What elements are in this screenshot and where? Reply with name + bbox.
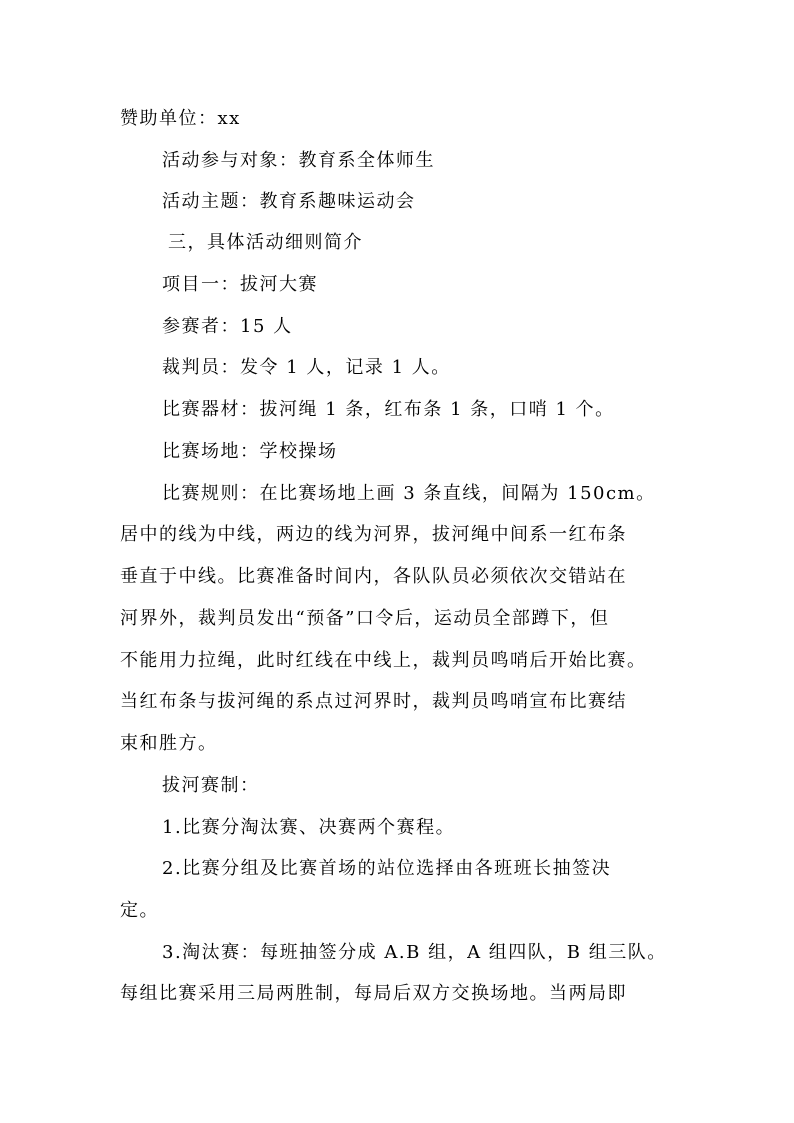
- format-item-2: 2.比赛分组及比赛首场的站位选择由各班班长抽签决: [162, 858, 612, 879]
- rules-line: 比赛规则：在比赛场地上画 3 条直线，间隔为 150cm。: [162, 483, 656, 504]
- equipment-line: 比赛器材：拔河绳 1 条，红布条 1 条，口哨 1 个。: [162, 399, 615, 420]
- venue-line: 比赛场地：学校操场: [162, 441, 338, 462]
- rules-text-line: 河界外，裁判员发出“预备”口令后，运动员全部蹲下，但: [120, 608, 610, 629]
- sponsor-line: 赞助单位：xx: [120, 108, 241, 129]
- theme-line: 活动主题：教育系趣味运动会: [162, 191, 416, 212]
- format-item-3-cont: 每组比赛采用三局两胜制，每局后双方交换场地。当两局即: [120, 983, 627, 1004]
- format-item-2-cont: 定。: [120, 900, 159, 921]
- format-item-3: 3.淘汰赛：每班抽签分成 A.B 组，A 组四队，B 组三队。: [162, 942, 667, 963]
- project-line: 项目一：拔河大赛: [162, 274, 318, 295]
- rules-text-line: 不能用力拉绳，此时红线在中线上，裁判员鸣哨后开始比赛。: [120, 650, 647, 671]
- section-heading: 三，具体活动细则简介: [168, 232, 363, 253]
- rules-text-line: 束和胜方。: [120, 733, 218, 754]
- rules-text-line: 居中的线为中线，两边的线为河界，拔河绳中间系一红布条: [120, 524, 627, 545]
- rules-text-line: 当红布条与拔河绳的系点过河界时，裁判员鸣哨宣布比赛结: [120, 691, 627, 712]
- contestants-line: 参赛者：15 人: [162, 316, 293, 337]
- referee-line: 裁判员：发令 1 人，记录 1 人。: [162, 357, 451, 378]
- rules-text-line: 垂直于中线。比赛准备时间内，各队队员必须依次交错站在: [120, 566, 627, 587]
- format-heading: 拔河赛制：: [162, 775, 260, 796]
- format-item-1: 1.比赛分淘汰赛、决赛两个赛程。: [162, 817, 456, 838]
- participants-line: 活动参与对象：教育系全体师生: [162, 150, 435, 171]
